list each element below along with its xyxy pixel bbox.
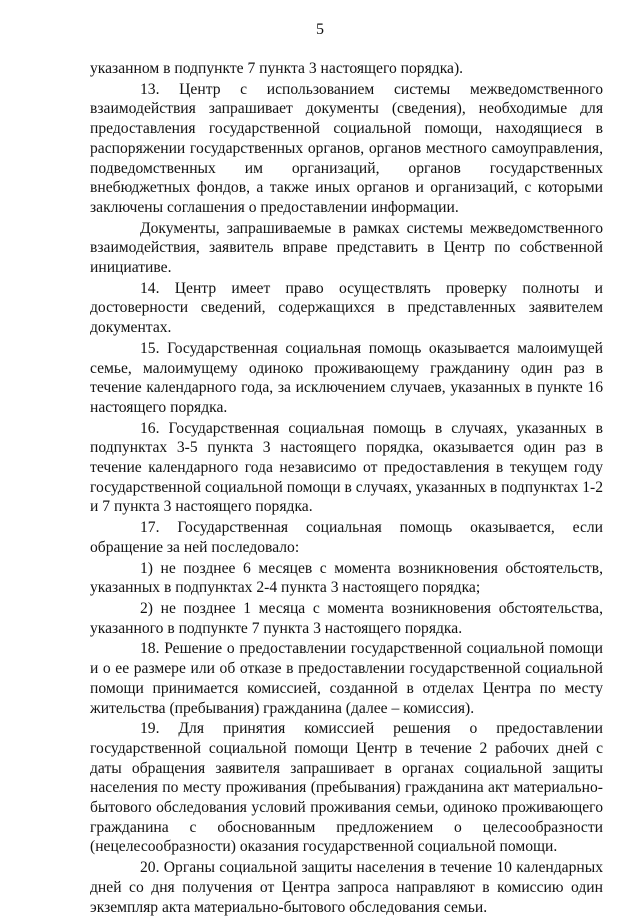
paragraph-16: 16. Государственная социальная помощь в случаях, указанных в подпунктах 3-5 пункта 3 настоящего порядка, оказывается один раз в течение календарного года независимо от предоставления в текущем году государственной социальной помощи в случаях, указанных в подпунктах 1-2 и 7 пункта 3 настоящего порядка.: [90, 419, 603, 516]
paragraph-17: 17. Государственная социальная помощь оказывается, если обращение за ней последовало:: [90, 519, 603, 556]
paragraph-13: 13. Центр с использованием системы межведомственного взаимодействия запрашивает документы (сведения), необходимые для предоставления государственной социальной помощи, находящиеся в распоряжении государственных органов, органов местного самоуправления, подведомственных им организаций, органов государственных внебюджетных фондов, а также иных органов и организаций, с которыми заключены соглашения о предоставлении информации.: [90, 80, 603, 216]
paragraph-17-item-1: 1) не позднее 6 месяцев с момента возникновения обстоятельств, указанных в подпунктах 2-4 пункта 3 настоящего порядка;: [90, 559, 603, 597]
paragraph-20: 20. Органы социальной защиты населения в течение 10 календарных дней со дня получения от Центра запроса направляют в комиссию один экземпляр акта материально-бытового обследования семьи.: [90, 859, 603, 916]
paragraph-14: 14. Центр имеет право осуществлять проверку полноты и достоверности сведений, содержащихся в представленных заявителем документах.: [90, 279, 603, 337]
paragraph-17-item-2: 2) не позднее 1 месяца с момента возникновения обстоятельства, указанного в подпункте 7 пункта 3 настоящего порядка.: [90, 599, 603, 637]
page-number: 5: [316, 21, 324, 38]
paragraph-18: 18. Решение о предоставлении государственной социальной помощи и о ее размере или об отказе в предоставлении государственной социальной помощи принимается комиссией, созданной в отделах Центра по месту жительства (пребывания) гражданина (далее – комиссия).: [90, 640, 603, 717]
paragraph-15: 15. Государственная социальная помощь оказывается малоимущей семье, малоимущему одиноко проживающему гражданину один раз в течение календарного года, за исключением случаев, указанных в пункте 16 настоящего порядка.: [90, 339, 603, 416]
paragraph-13-documents: Документы, запрашиваемые в рамках системы межведомственного взаимодействия, заявитель вправе представить в Центр по собственной инициативе.: [90, 219, 603, 277]
paragraph-19: 19. Для принятия комиссией решения о предоставлении государственной социальной помощи Центр в течение 2 рабочих дней с даты обращения заявителя запрашивает в органах социальной защиты населения по месту проживания (пребывания) гражданина акт материально-бытового обследования условий проживания семьи, одиноко проживающего гражданина с обоснованным предложением о целесообразности (нецелесообразности) оказания государственной социальной помощи.: [90, 720, 603, 856]
document-body: [90, 59, 603, 917]
paragraph-continuation: указанном в подпункте 7 пункта 3 настоящего порядка).: [90, 60, 464, 77]
